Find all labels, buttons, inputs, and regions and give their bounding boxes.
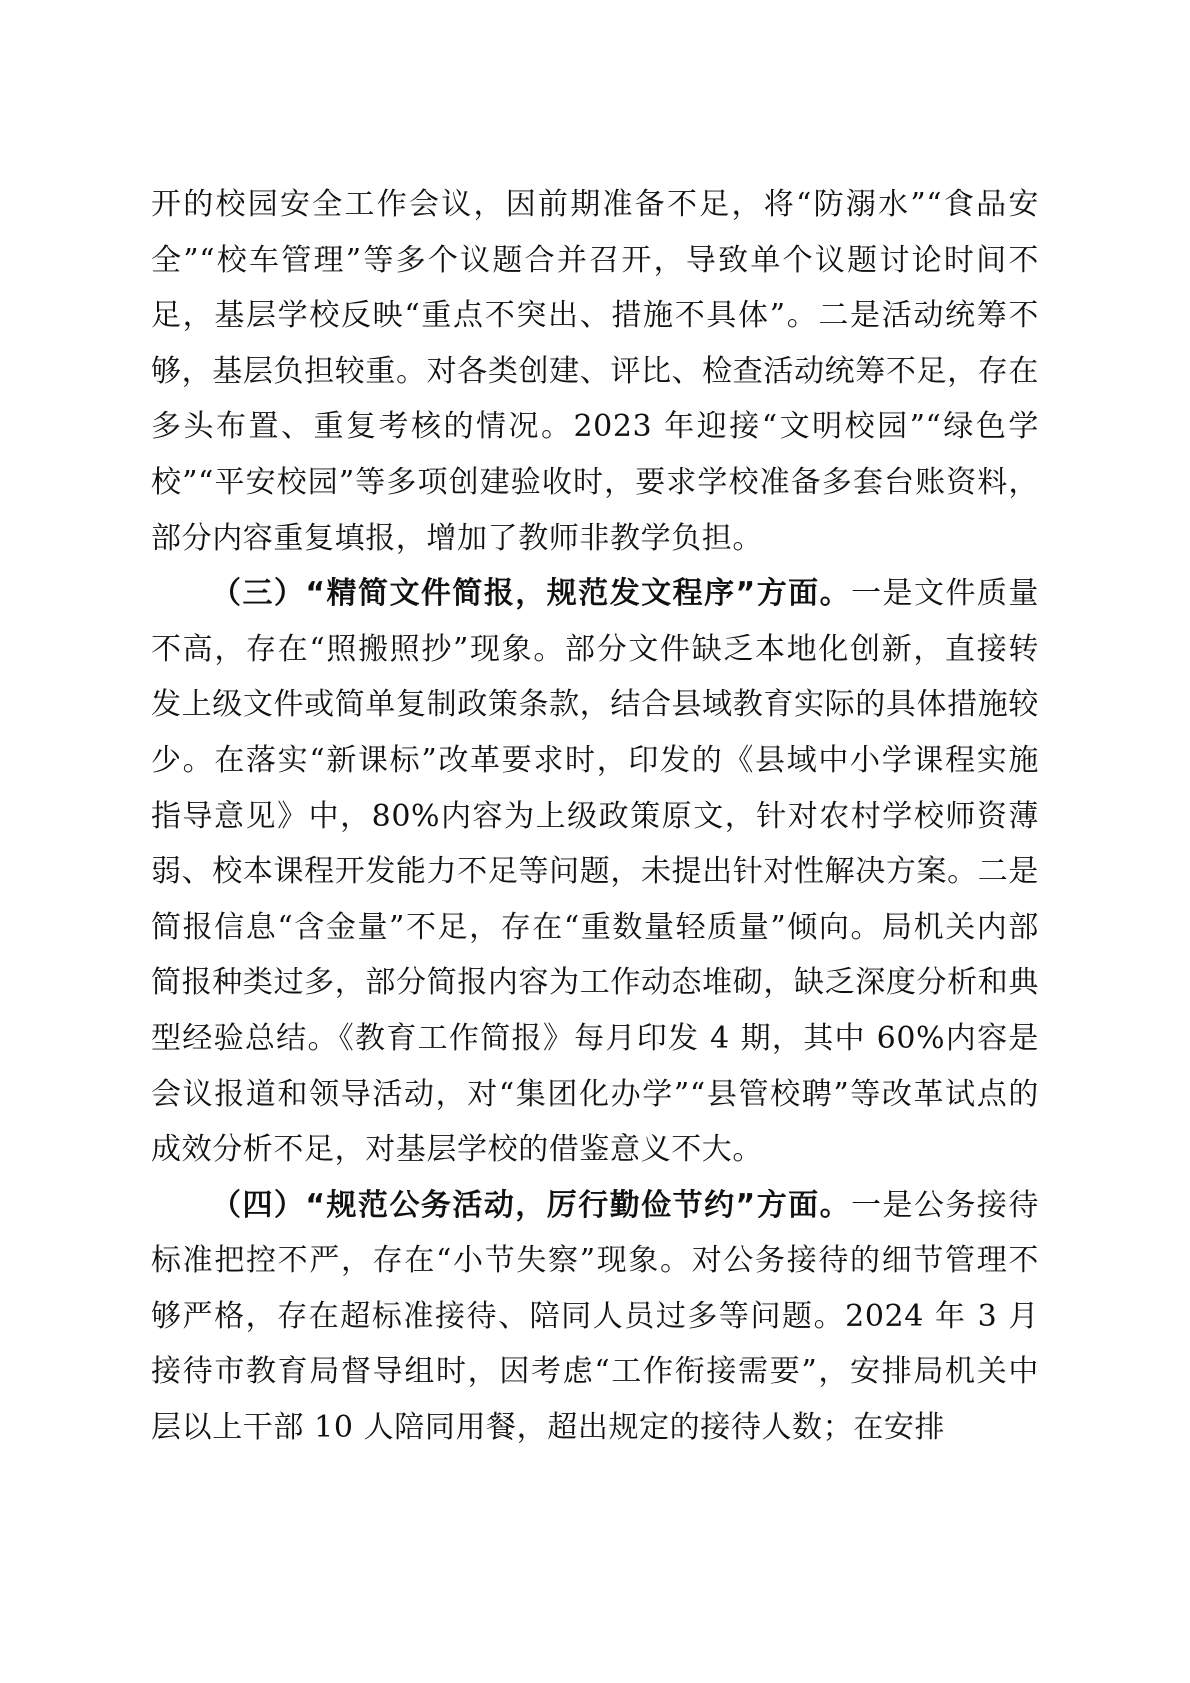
document-body [151,177,1039,1456]
paragraph-continued [151,177,1039,566]
paragraph-body: 一是文件质量不高，存在“照搬照抄”现象。部分文件缺乏本地化创新，直接转发上级文件或简单复制政策条款，结合县域教育实际的具体措施较少。在落实“新课标”改革要求时，印发的《县域中小学课程实施指导意见》中，80%内容为上级政策原文，针对农村学校师资薄弱、校本课程开发能力不足等问题，未提出针对性解决方案。二是简报信息“含金量”不足，存在“重数量轻质量”倾向。局机关内部简报种类过多，部分简报内容为工作动态堆砌，缺乏深度分析和典型经验总结。《教育工作简报》每月印发 4 期，其中 60%内容是会议报道和领导活动，对“集团化办学”“县管校聘”等改革试点的成效分析不足，对基层学校的借鉴意义不大。 [151,576,1039,1168]
paragraph-body: 开的校园安全工作会议，因前期准备不足，将“防溺水”“食品安全”“校车管理”等多个议题合并召开，导致单个议题讨论时间不足，基层学校反映“重点不突出、措施不具体”。二是活动统筹不够，基层负担较重。对各类创建、评比、检查活动统筹不足，存在多头布置、重复考核的情况。2023 年迎接“文明校园”“绿色学校”“平安校园”等多项创建验收时，要求学校准备多套台账资料，部分内容重复填报，增加了教师非教学负担。 [151,187,1039,556]
section-heading: （三）“精简文件简报，规范发文程序”方面。 [211,576,852,612]
paragraph-section-3 [151,566,1039,1178]
paragraph-body: 一是公务接待标准把控不严，存在“小节失察”现象。对公务接待的细节管理不够严格，存在超标准接待、陪同人员过多等问题。2024 年 3 月接待市教育局督导组时，因考虑“工作衔接需要”，安排局机关中层以上干部 10 人陪同用餐，超出规定的接待人数；在安排 [151,1187,1039,1446]
paragraph-section-4 [151,1178,1039,1456]
section-heading: （四）“规范公务活动，厉行勤俭节约”方面。 [211,1187,852,1223]
